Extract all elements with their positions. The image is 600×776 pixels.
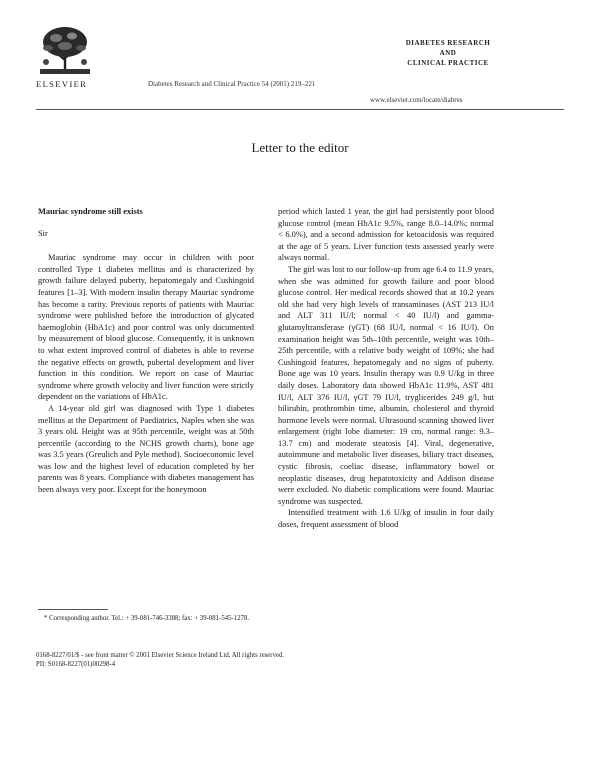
- masthead-line: CLINICAL PRACTICE: [407, 59, 489, 67]
- footnote: * Corresponding author. Tel.: + 39-081-746-3388; fax: + 39-081-545-1278.: [44, 615, 250, 622]
- left-column: [38, 206, 254, 496]
- right-column: [278, 206, 494, 531]
- paragraph: Intensified treatment with 1.6 U/kg of insulin in four daily doses, frequent assessment of blood: [278, 508, 494, 530]
- copyright-line: 0168-8227/01/$ - see front matter © 2001 Elsevier Science Ireland Ltd. All rights reserved.: [36, 652, 285, 659]
- article-heading: Mauriac syndrome still exists: [38, 207, 143, 216]
- elsevier-tree-logo: [36, 24, 94, 76]
- section-title: Letter to the editor: [251, 140, 349, 155]
- footnote-divider: [38, 609, 108, 610]
- paragraph: A 14-year old girl was diagnosed with Type 1 diabetes mellitus at the Department of Paediatrics, Naples when she was 3 years old. Height was at 95th percentile, weight was at 50th percentile (according to the NCHS growth charts), bone age was 3.5 years (Greulich and Pyle method). Socioeconomic level was low and the highest level of education completed by her parents was 8 years. Compliance with diabetes management has been always very poor. Except for the honeymoon: [38, 403, 254, 495]
- paragraph: Mauriac syndrome may occur in children with poor controlled Type 1 diabetes mellitus and is characterized by growth failure delayed puberty, hepatomegaly and Cushingoid features [1–3]. With modern insulin therapy Mauriac syndrome has become a rarity. Previous reports of patients with Mauriac syndrome were published before the introduction of glycated haemoglobin (HbA1c) and poor control was only documented by measurement of blood glucose. Consequently, it is unknown to what extent improved control of diabetes is able to reverse the negative effects on growth, pubertal development and liver function in this condition. We report on case of Mauriac syndrome where growth velocity and liver function were strictly dependent on the variations of HbA1c.: [38, 253, 254, 402]
- journal-url[interactable]: www.elsevier.com/locate/diabres: [370, 96, 463, 104]
- journal-masthead: [404, 38, 492, 68]
- header-divider: [36, 109, 564, 110]
- journal-reference: Diabetes Research and Clinical Practice 54 (2001) 219–221: [148, 80, 316, 88]
- masthead-line: AND: [439, 49, 457, 57]
- masthead-line: DIABETES RESEARCH: [405, 39, 491, 47]
- publisher-name: ELSEVIER: [36, 79, 88, 89]
- paragraph: The girl was lost to our follow-up from age 6.4 to 11.9 years, when she was admitted for growth failure and poor blood glucose control. Her medical records showed that at 10.2 years old she had very high levels of transaminases (AST 213 IU/l and ALT 311 IU/l; normal < 40 IU/l) and gamma-glutamyltransferase (γGT) (68 IU/l, normal < 16 IU/l). On examination height was 5th–10th percentile, weight was 10th–25th percentile, with a relative body weight of 109%; she had Cushingoid features, hepatomegaly and no signs of puberty. Bone age was 10 years. Insulin therapy was 0.9 U/kg in three daily doses. Laboratory data showed HbA1c 11.9%, AST 481 IU/l, ALT 376 IU/l, γGT 79 IU/l, tryglicerides 249 g/l, but bilirubin, prothrombin time, albumin, cholesterol and thyroid hormone levels were normal. Ultrasound scanning showed liver enlargement (right lobe diameter: 19 cm, normal range: 9.3–13.7 cm) and moderate steatosis [4]. Viral, degenerative, autoimmune and metabolic liver diseases, biliary tract diseases, cystic fibrosis, coeliac disease, inflammatory bowel or neoplastic diseases, drug hepatotoxicity and Addison disease were excluded. No diabetic complications were found. Mauriac syndrome was suspected.: [278, 264, 494, 506]
- salutation: Sir: [38, 228, 48, 238]
- pii-line: PII: S0168-8227(01)00298-4: [36, 661, 116, 668]
- paragraph: period which lasted 1 year, the girl had persistently poor blood glucose control (mean HbA1c 9.5%, range 8.0–14.0%; normal < 6.0%), and a second admission for ketoacidosis was required at the age of 5 years. Liver function tests assessed yearly were always normal.: [278, 207, 494, 263]
